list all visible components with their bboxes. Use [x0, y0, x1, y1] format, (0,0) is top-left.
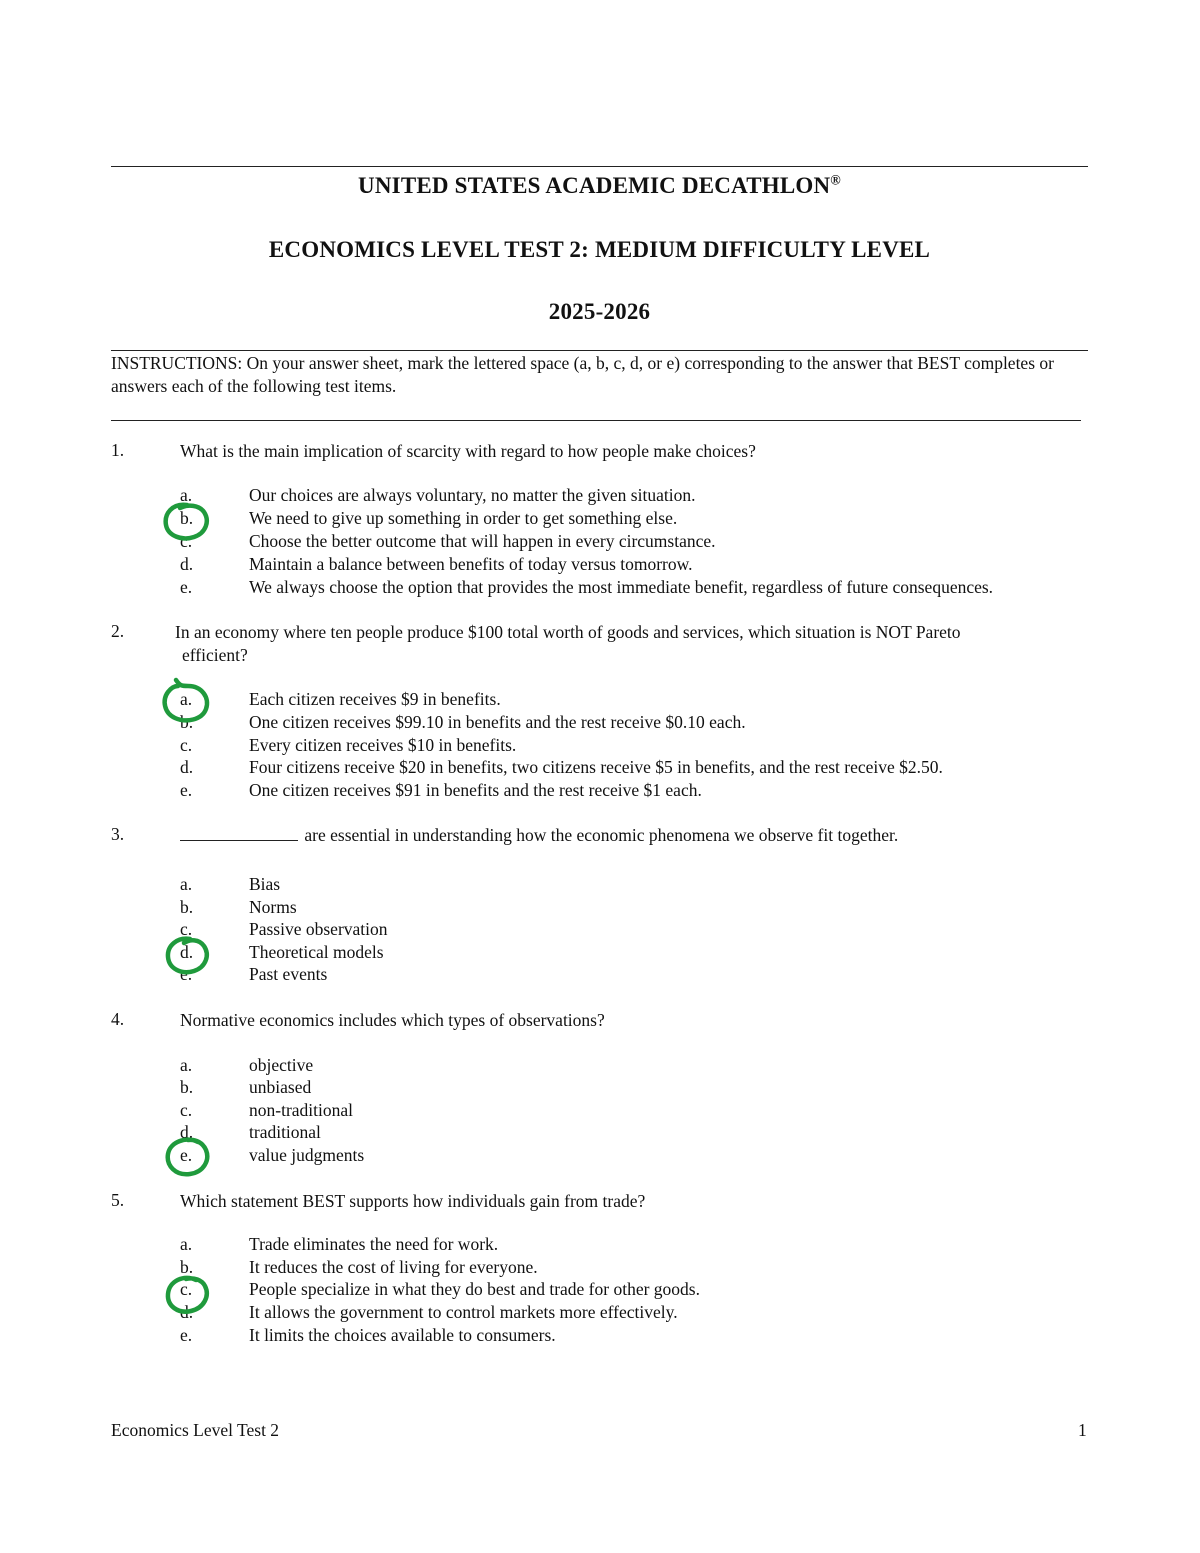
question-4-option-e-letter: e. [180, 1145, 193, 1165]
question-1-option-c-letter: c. [180, 531, 193, 551]
test-title: ECONOMICS LEVEL TEST 2: MEDIUM DIFFICULTY LEVEL [268, 237, 931, 262]
question-3-option-e-text: Past events [249, 964, 328, 984]
question-3-number: 3. [111, 824, 125, 844]
question-1-option-e-letter: e. [180, 577, 193, 597]
question-5-option-c-text: People specialize in what they do best and trade for other goods. [249, 1279, 700, 1299]
registered-mark: ® [830, 173, 841, 189]
fill-in-blank [180, 824, 298, 841]
instructions-top-rule [111, 350, 1088, 351]
question-1-option-d-letter: d. [180, 554, 194, 574]
question-5-option-b-letter: b. [180, 1257, 194, 1277]
question-3-text: are essential in understanding how the economic phenomena we observe fit together. [304, 825, 899, 845]
question-2-option-d-letter: d. [180, 757, 194, 777]
question-2-option-e-text: One citizen receives $91 in benefits and the rest receive $1 each. [249, 780, 702, 800]
question-3-stem [180, 824, 1080, 847]
question-5-option-a-text: Trade eliminates the need for work. [249, 1234, 499, 1254]
question-3-option-a-text: Bias [249, 874, 281, 894]
question-4-option-c-letter: c. [180, 1100, 193, 1120]
question-3-option-d-text: Theoretical models [249, 942, 384, 962]
question-4-number: 4. [111, 1009, 125, 1029]
page-number: 1 [1078, 1420, 1087, 1440]
question-2-text-line1: In an economy where ten people produce $100 total worth of goods and services, which situation is NOT Pareto [175, 622, 961, 642]
question-5-option-e-letter: e. [180, 1325, 193, 1345]
question-5-text: Which statement BEST supports how individuals gain from trade? [180, 1191, 646, 1211]
question-5-option-d-letter: d. [180, 1302, 194, 1322]
question-1-option-d-text: Maintain a balance between benefits of today versus tomorrow. [249, 554, 693, 574]
question-4-option-d-text: traditional [249, 1122, 321, 1142]
question-1-option-a-text: Our choices are always voluntary, no matter the given situation. [249, 485, 696, 505]
question-1-option-c-text: Choose the better outcome that will happen in every circumstance. [249, 531, 716, 551]
question-2-option-e-letter: e. [180, 780, 193, 800]
question-2-option-b-letter: b. [180, 712, 194, 732]
question-4-option-d-letter: d. [180, 1122, 194, 1142]
org-title [111, 173, 1088, 199]
question-1-option-b-text: We need to give up something in order to get something else. [249, 508, 678, 528]
footer-title: Economics Level Test 2 [111, 1420, 280, 1440]
question-3-option-c-text: Passive observation [249, 919, 388, 939]
org-title-text: UNITED STATES ACADEMIC DECATHLON [358, 173, 831, 198]
question-2-option-a-letter: a. [180, 689, 193, 709]
question-1-text: What is the main implication of scarcity with regard to how people make choices? [180, 441, 756, 461]
year-title: 2025-2026 [548, 299, 651, 324]
question-3-option-c-letter: c. [180, 919, 193, 939]
question-3-option-d-letter: d. [180, 942, 194, 962]
question-2-option-a-text: Each citizen receives $9 in benefits. [249, 689, 501, 709]
question-5-number: 5. [111, 1190, 125, 1210]
question-5-option-c-letter: c. [180, 1279, 193, 1299]
question-2-text-line2: efficient? [182, 645, 248, 665]
top-rule [111, 166, 1088, 167]
question-2-option-c-text: Every citizen receives $10 in benefits. [249, 735, 517, 755]
question-2-option-c-letter: c. [180, 735, 193, 755]
question-3-option-a-letter: a. [180, 874, 193, 894]
question-3-option-b-letter: b. [180, 897, 194, 917]
question-4-option-b-letter: b. [180, 1077, 194, 1097]
question-4-option-c-text: non-traditional [249, 1100, 354, 1120]
question-5-option-e-text: It limits the choices available to consumers. [249, 1325, 556, 1345]
question-3-option-b-text: Norms [249, 897, 297, 917]
instructions-bottom-rule [111, 420, 1081, 421]
instructions-text: INSTRUCTIONS: On your answer sheet, mark the lettered space (a, b, c, d, or e) corresponding to the answer that BEST completes or answers each of the following test items. [111, 353, 1054, 396]
question-2-option-b-text: One citizen receives $99.10 in benefits and the rest receive $0.10 each. [249, 712, 746, 732]
question-1-option-a-letter: a. [180, 485, 193, 505]
question-1-number: 1. [111, 440, 125, 460]
question-1-option-b-letter: b. [180, 508, 194, 528]
question-5-option-b-text: It reduces the cost of living for everyone. [249, 1257, 538, 1277]
question-2-number: 2. [111, 621, 125, 641]
question-4-text: Normative economics includes which types of observations? [180, 1010, 605, 1030]
question-4-option-b-text: unbiased [249, 1077, 312, 1097]
question-4-option-a-letter: a. [180, 1055, 193, 1075]
question-1-option-e-text: We always choose the option that provides the most immediate benefit, regardless of future consequences. [249, 577, 994, 597]
question-3-option-e-letter: e. [180, 964, 193, 984]
question-4-option-e-text: value judgments [249, 1145, 365, 1165]
question-2-text [175, 621, 1075, 667]
question-5-option-a-letter: a. [180, 1234, 193, 1254]
question-5-option-d-text: It allows the government to control markets more effectively. [249, 1302, 678, 1322]
question-4-option-a-text: objective [249, 1055, 314, 1075]
question-2-option-d-text: Four citizens receive $20 in benefits, two citizens receive $5 in benefits, and the rest receive $2.50. [249, 757, 943, 777]
